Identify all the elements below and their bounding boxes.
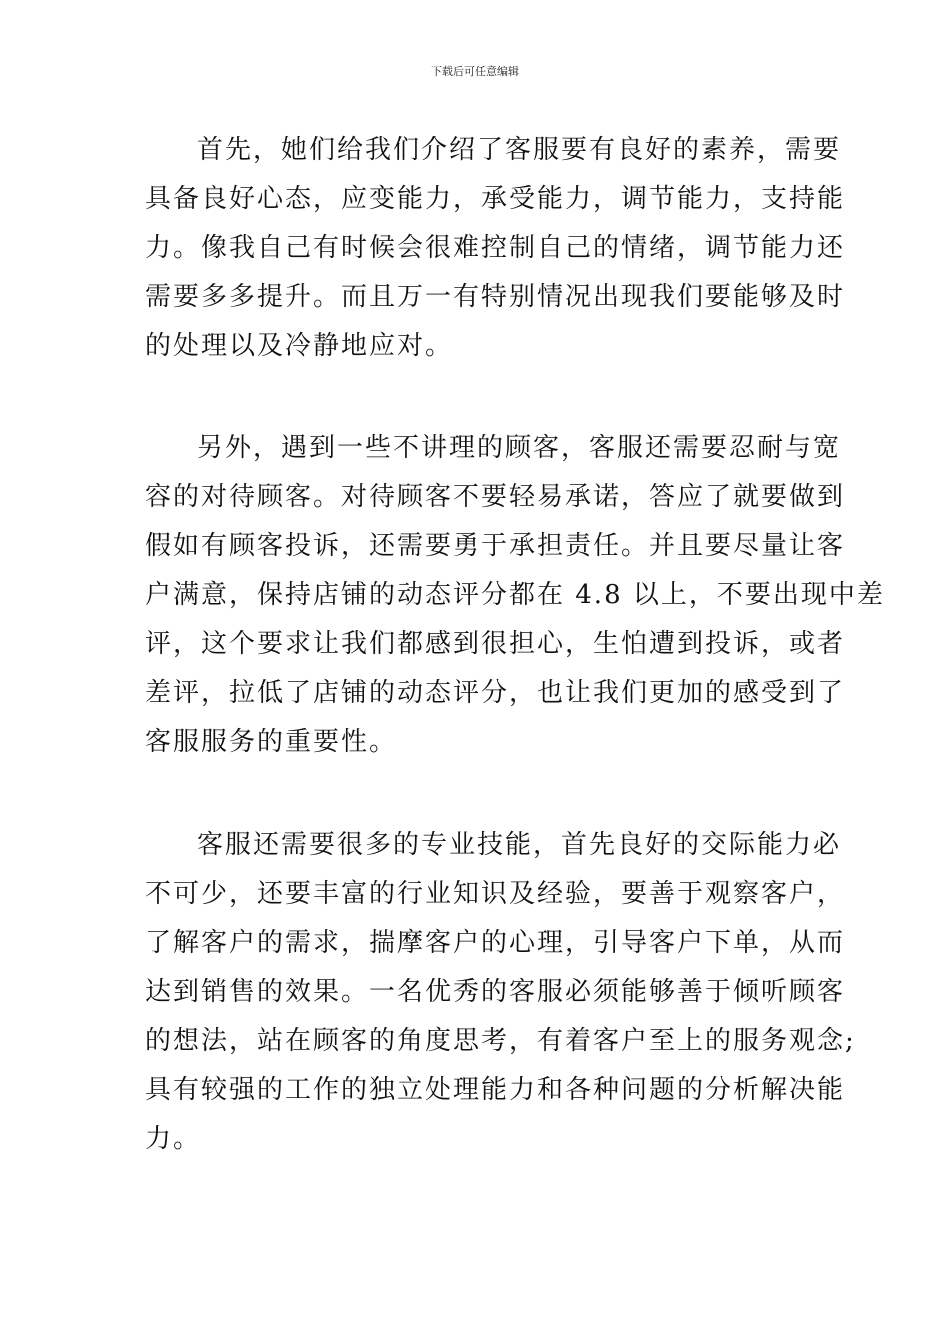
paragraph-3 (145, 821, 856, 1164)
text-line: 客服服务的重要性。 (145, 727, 398, 757)
text-line: 不可少，还要丰富的行业知识及经验，要善于观察客户， (145, 879, 846, 909)
text-line: 另外，遇到一些不讲理的顾客，客服还需要忍耐与宽 (197, 433, 842, 463)
text-line: 需要多多提升。而且万一有特别情况出现我们要能够及时 (145, 282, 846, 312)
paragraph-1 (145, 126, 846, 371)
text-line: 达到销售的效果。一名优秀的客服必须能够善于倾听顾客 (145, 977, 846, 1007)
text-line: 容的对待顾客。对待顾客不要轻易承诺，答应了就要做到 (145, 482, 846, 512)
text-line: 力。像我自己有时候会很难控制自己的情绪，调节能力还 (145, 233, 846, 263)
text-line: 的处理以及冷静地应对。 (145, 331, 454, 361)
paragraph-2 (145, 424, 885, 767)
text-line: 客服还需要很多的专业技能，首先良好的交际能力必 (197, 830, 842, 860)
page-header-note: 下载后可任意编辑 (431, 65, 519, 78)
text-line: 具有较强的工作的独立处理能力和各种问题的分析解决能 (145, 1075, 846, 1105)
text-line: 具备良好心态，应变能力，承受能力，调节能力，支持能 (145, 184, 846, 214)
text-line: 差评，拉低了店铺的动态评分，也让我们更加的感受到了 (145, 678, 846, 708)
text-line: 首先，她们给我们介绍了客服要有良好的素养，需要 (197, 135, 842, 165)
text-line: 的想法，站在顾客的角度思考，有着客户至上的服务观念; (145, 1026, 856, 1056)
text-line: 力。 (145, 1124, 202, 1154)
text-line: 了解客户的需求，揣摩客户的心理，引导客户下单，从而 (145, 928, 846, 958)
text-line: 评，这个要求让我们都感到很担心，生怕遭到投诉，或者 (145, 629, 846, 659)
text-line: 假如有顾客投诉，还需要勇于承担责任。并且要尽量让客 (145, 531, 846, 561)
text-line: 户满意，保持店铺的动态评分都在 4.8 以上，不要出现中差 (145, 580, 885, 610)
